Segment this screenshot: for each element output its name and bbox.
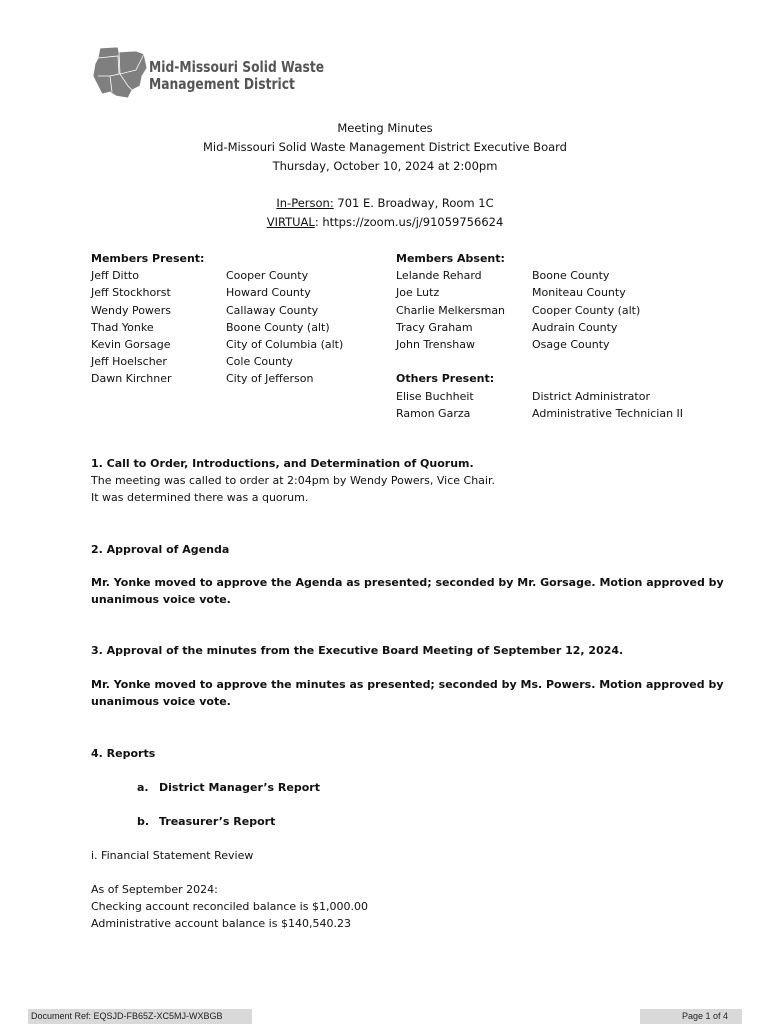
list-item: City of Columbia (alt) [226, 337, 344, 351]
members-present-names [91, 250, 204, 388]
in-person-label: In-Person: [276, 196, 334, 210]
motion-paragraph [91, 676, 724, 710]
meeting-location [0, 194, 770, 232]
list-marker: a. [137, 781, 149, 794]
report-item-district-manager [137, 779, 320, 796]
document-title: Meeting Minutes [337, 121, 433, 135]
paragraph-line: Mr. Yonke moved to approve the minutes as presented; seconded by Ms. Powers. Motion approved by [91, 678, 724, 691]
section-title: 2. Approval of Agenda [91, 543, 230, 556]
members-absent-heading: Members Absent: [396, 252, 505, 265]
list-item: Charlie Melkersman [396, 303, 506, 317]
list-item: Tracy Graham [396, 320, 473, 334]
others-present-heading: Others Present: [396, 372, 495, 386]
virtual-label: VIRTUAL [266, 215, 315, 229]
list-item: Howard County [226, 286, 311, 300]
list-item: Joe Lutz [396, 286, 440, 300]
in-person-line [0, 194, 770, 213]
paragraph-line: The meeting was called to order at 2:04pm by Wendy Powers, Vice Chair. [91, 474, 495, 488]
report-item-treasurer [137, 813, 275, 830]
list-item: Lelande Rehard [396, 269, 482, 283]
list-item: Boone County [532, 269, 610, 283]
list-item: Cooper County [226, 269, 309, 283]
organization-name: Mid-Missouri Solid Waste Management District Executive Board [203, 140, 567, 154]
members-present-counties [226, 250, 343, 388]
list-item: Jeff Stockhorst [91, 286, 171, 300]
list-item: District Administrator [532, 389, 650, 403]
balances-paragraph [91, 881, 368, 933]
section-title: 1. Call to Order, Introductions, and Determination of Quorum. [91, 457, 474, 470]
logo-line-1: Mid-Missouri Solid Waste [149, 58, 325, 76]
virtual-line [0, 213, 770, 232]
members-present-heading: Members Present: [91, 252, 205, 265]
district-logo [92, 46, 332, 102]
list-item: Callaway County [226, 303, 319, 317]
report-item-label: District Manager’s Report [159, 781, 320, 794]
list-item: Dawn Kirchner [91, 372, 172, 386]
paragraph-line: Mr. Yonke moved to approve the Agenda as presented; seconded by Mr. Gorsage. Motion approved by [91, 576, 724, 589]
list-item: Administrative Technician II [532, 406, 684, 420]
county-map-icon [92, 46, 148, 102]
section-title: 4. Reports [91, 747, 156, 760]
list-item: Thad Yonke [91, 320, 154, 334]
list-item: Osage County [532, 337, 610, 351]
list-item: Ramon Garza [396, 406, 471, 420]
paragraph-line: Administrative account balance is $140,540.23 [91, 917, 351, 931]
list-marker: b. [137, 815, 150, 828]
list-item: Jeff Ditto [91, 269, 139, 283]
list-item: Audrain County [532, 320, 618, 334]
paragraph-line: unanimous voice vote. [91, 593, 231, 607]
members-absent-names [396, 250, 505, 422]
list-item: Cole County [226, 355, 293, 369]
members-absent-counties [532, 250, 683, 422]
document-reference: Document Ref: EQSJD-FB65Z-XC5MJ-WXBGB [28, 1009, 252, 1024]
paragraph-line: It was determined there was a quorum. [91, 491, 309, 505]
page-number: Page 1 of 4 [640, 1009, 742, 1024]
financial-statement-review: i. Financial Statement Review [91, 849, 254, 862]
motion-paragraph [91, 574, 724, 608]
document-header [0, 119, 770, 176]
section-title: 3. Approval of the minutes from the Executive Board Meeting of September 12, 2024. [91, 644, 624, 657]
report-item-label: Treasurer’s Report [159, 815, 276, 828]
paragraph-line: As of September 2024: [91, 883, 218, 896]
paragraph-line: unanimous voice vote. [91, 695, 231, 709]
virtual-link[interactable]: : https://zoom.us/j/91059756624 [314, 215, 504, 229]
list-item: John Trenshaw [396, 337, 475, 351]
list-item: Moniteau County [532, 286, 626, 300]
list-item: Kevin Gorsage [91, 337, 171, 351]
list-item: City of Jefferson [226, 372, 314, 386]
list-item: Jeff Hoelscher [91, 355, 167, 369]
paragraph-line: Checking account reconciled balance is $1,000.00 [91, 900, 368, 914]
logo-line-2: Management District [149, 75, 295, 93]
list-item: Elise Buchheit [396, 389, 474, 403]
meeting-date: Thursday, October 10, 2024 at 2:00pm [272, 159, 498, 173]
list-item: Boone County (alt) [226, 320, 330, 334]
section-call-to-order [91, 455, 495, 507]
list-item: Wendy Powers [91, 303, 171, 317]
list-item: Cooper County (alt) [532, 303, 641, 317]
in-person-address: 701 E. Broadway, Room 1C [333, 196, 494, 210]
